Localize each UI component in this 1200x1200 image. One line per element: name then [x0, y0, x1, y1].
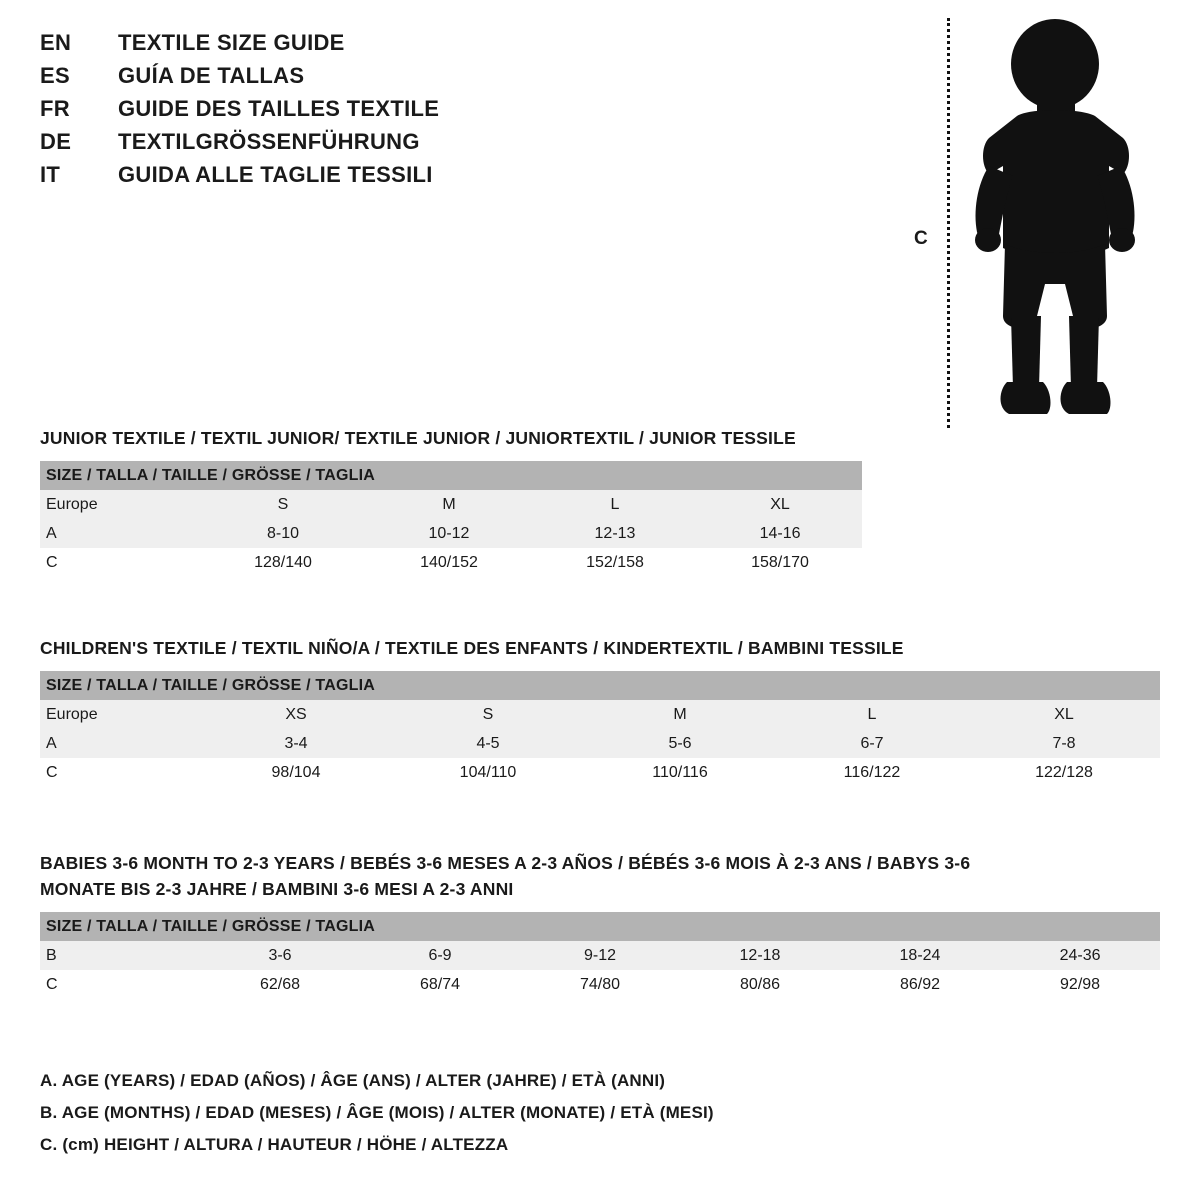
- header-row: [40, 63, 660, 96]
- table-cell: XS: [285, 705, 307, 723]
- table-row: [40, 758, 1160, 787]
- table-band-row: [40, 461, 862, 490]
- table-cell: 9-12: [583, 946, 617, 964]
- table-cell: 7-8: [1052, 734, 1076, 752]
- table-cell: M: [442, 495, 456, 513]
- table-cell: M: [673, 705, 687, 723]
- table-cell: 10-12: [428, 524, 470, 542]
- table-cell: S: [482, 705, 494, 723]
- table-row: [40, 729, 1160, 758]
- table-cell: 92/98: [1060, 975, 1101, 993]
- table-cell: 86/92: [899, 975, 941, 993]
- table-cell: 140/152: [420, 553, 478, 571]
- header-title-text: TEXTILGRÖSSENFÜHRUNG: [118, 129, 420, 154]
- table-cell: 4-5: [476, 734, 500, 752]
- header-title-text: GUIDA ALLE TAGLIE TESSILI: [118, 162, 433, 187]
- table-cell: 12-18: [739, 946, 781, 964]
- table-cell: 122/128: [1035, 763, 1093, 781]
- row-label: C: [46, 763, 58, 781]
- band-label: SIZE / TALLA / TAILLE / GRÖSSE / TAGLIA: [40, 461, 862, 490]
- row-label: A: [46, 734, 57, 752]
- table-cell: 3-4: [284, 734, 308, 752]
- table-row: [40, 941, 1160, 970]
- row-label: C: [46, 975, 58, 993]
- table-cell: 8-10: [266, 524, 300, 542]
- child-silhouette-icon: [955, 16, 1155, 431]
- row-label: C: [46, 553, 58, 571]
- table-cell: 14-16: [759, 524, 801, 542]
- legend-line-c: C. (cm) HEIGHT / ALTURA / HAUTEUR / HÖHE / ALTEZZA: [40, 1135, 509, 1154]
- height-measure-figure: [900, 10, 1170, 430]
- table-cell: 24-36: [1059, 946, 1101, 964]
- table-cell: 62/68: [259, 975, 301, 993]
- table-cell: XL: [1054, 705, 1074, 723]
- band-label: SIZE / TALLA / TAILLE / GRÖSSE / TAGLIA: [40, 671, 1160, 700]
- legend-block: [40, 1065, 1040, 1161]
- table-cell: 5-6: [668, 734, 692, 752]
- header-lang-code: DE: [40, 129, 72, 154]
- table-cell: 18-24: [899, 946, 941, 964]
- table-cell: 74/80: [579, 975, 621, 993]
- junior-size-table: [40, 461, 862, 577]
- section-title: JUNIOR TEXTILE / TEXTIL JUNIOR/ TEXTILE JUNIOR / JUNIORTEXTIL / JUNIOR TESSILE: [40, 428, 796, 448]
- table-cell: XL: [770, 495, 790, 513]
- table-row: [40, 970, 1160, 999]
- table-cell: 6-9: [428, 946, 452, 964]
- section-babies-textile: [40, 850, 1160, 999]
- language-title-block: [40, 30, 660, 195]
- table-row: [40, 700, 1160, 729]
- section-junior-textile: [40, 425, 1160, 577]
- header-title-text: GUÍA DE TALLAS: [118, 63, 305, 88]
- table-row: [40, 519, 862, 548]
- table-band-row: [40, 912, 1160, 941]
- table-cell: 116/122: [843, 763, 901, 781]
- section-children-textile: [40, 635, 1160, 787]
- table-cell: 152/158: [586, 553, 644, 571]
- table-cell: S: [277, 495, 289, 513]
- section-title: CHILDREN'S TEXTILE / TEXTIL NIÑO/A / TEXTILE DES ENFANTS / KINDERTEXTIL / BAMBINI TESSILE: [40, 638, 904, 658]
- table-cell: L: [867, 705, 877, 723]
- header-title-text: TEXTILE SIZE GUIDE: [118, 30, 345, 55]
- header-row: [40, 96, 660, 129]
- row-label: Europe: [46, 495, 98, 513]
- section-title: BABIES 3-6 MONTH TO 2-3 YEARS / BEBÉS 3-6 MESES A 2-3 AÑOS / BÉBÉS 3-6 MOIS À 2-3 ANS / BABYS 3-6 MONATE BIS 2-3 JAHRE / BAMBINI 3-6 MESI A 2-3 ANNI: [40, 853, 971, 899]
- row-label: Europe: [46, 705, 98, 723]
- table-cell: 128/140: [254, 553, 312, 571]
- table-row: [40, 548, 862, 577]
- header-title-text: GUIDE DES TAILLES TEXTILE: [118, 96, 440, 121]
- figure-label-c: C: [914, 228, 928, 249]
- header-lang-code: ES: [40, 63, 70, 88]
- table-cell: 3-6: [268, 946, 292, 964]
- table-cell: 6-7: [860, 734, 884, 752]
- legend-line-b: B. AGE (MONTHS) / EDAD (MESES) / ÂGE (MOIS) / ALTER (MONATE) / ETÀ (MESI): [40, 1103, 714, 1122]
- table-row: [40, 490, 862, 519]
- table-cell: 68/74: [419, 975, 461, 993]
- table-cell: 12-13: [594, 524, 636, 542]
- header-lang-code: EN: [40, 30, 72, 55]
- header-lang-code: FR: [40, 96, 70, 121]
- table-band-row: [40, 671, 1160, 700]
- row-label: A: [46, 524, 57, 542]
- header-row: [40, 30, 660, 63]
- row-label: B: [46, 946, 57, 964]
- table-cell: 158/170: [751, 553, 809, 571]
- children-size-table: [40, 671, 1160, 787]
- legend-line-a: A. AGE (YEARS) / EDAD (AÑOS) / ÂGE (ANS) / ALTER (JAHRE) / ETÀ (ANNI): [40, 1071, 666, 1090]
- babies-size-table: [40, 912, 1160, 999]
- header-row: [40, 129, 660, 162]
- table-cell: 104/110: [459, 763, 517, 781]
- table-cell: 110/116: [652, 763, 708, 781]
- table-cell: 98/104: [271, 763, 321, 781]
- table-cell: L: [610, 495, 620, 513]
- header-lang-code: IT: [40, 162, 61, 187]
- height-dashed-line: [947, 18, 950, 428]
- header-row: [40, 162, 660, 195]
- table-cell: 80/86: [739, 975, 781, 993]
- band-label: SIZE / TALLA / TAILLE / GRÖSSE / TAGLIA: [40, 912, 1160, 941]
